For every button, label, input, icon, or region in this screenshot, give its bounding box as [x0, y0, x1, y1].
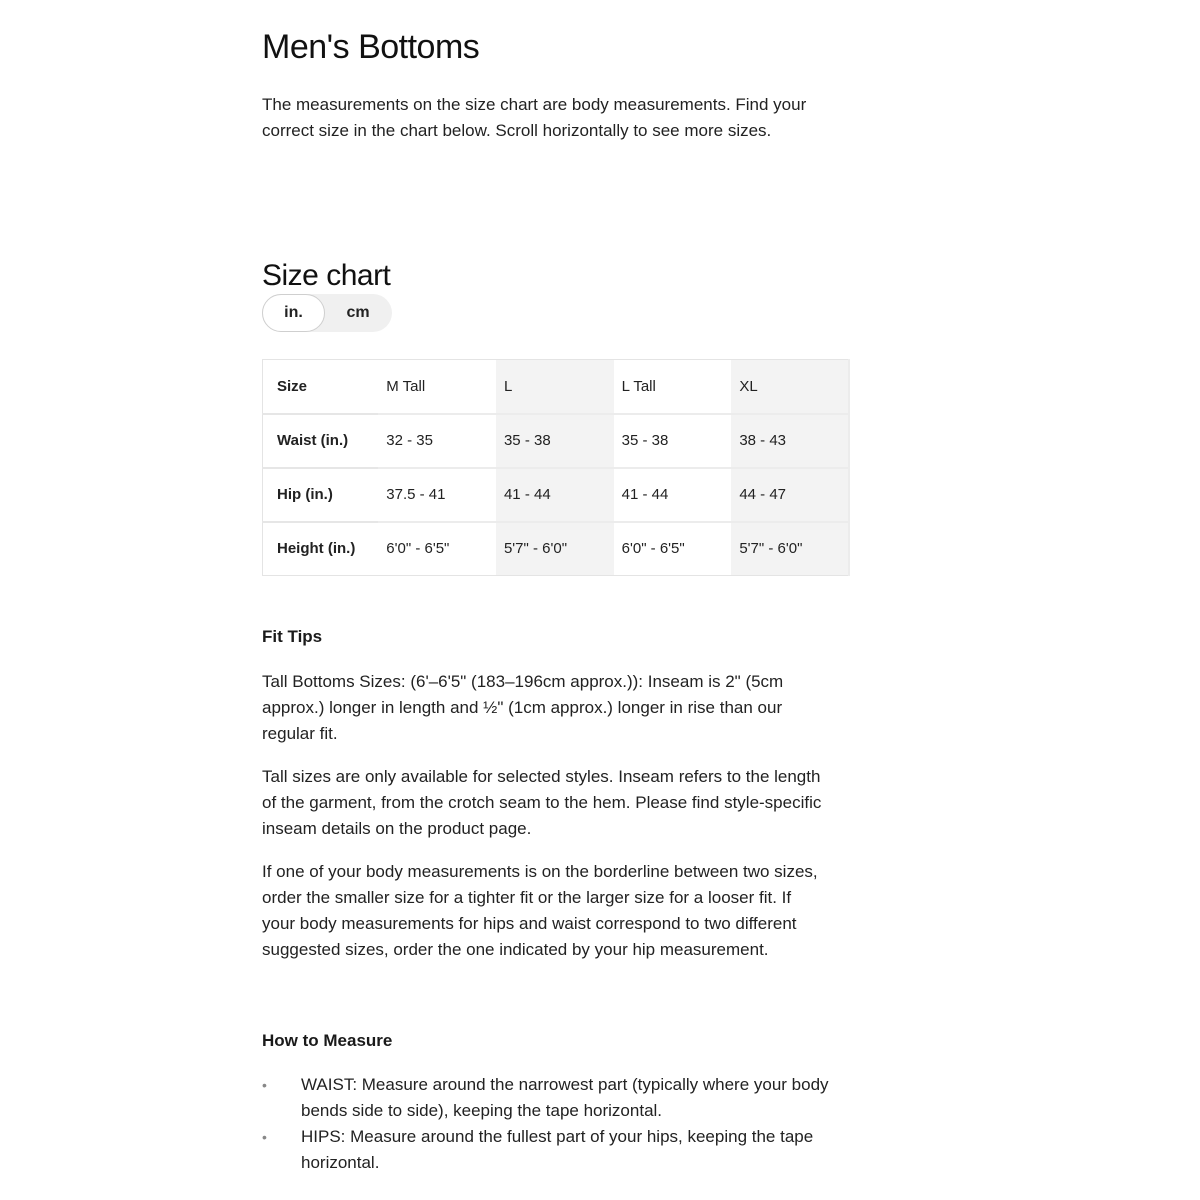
table-cell: 6'0" - 6'5": [614, 522, 732, 576]
list-item-text: HIPS: Measure around the fullest part of your hips, keeping the tape horizontal.: [301, 1127, 814, 1172]
table-cell: 6'0" - 6'5": [378, 522, 496, 576]
table-cell: XL: [731, 360, 849, 414]
measure-instructions-list: [262, 1072, 842, 1176]
table-cell: 5'7" - 6'0": [731, 522, 849, 576]
table-cell: L Tall: [614, 360, 732, 414]
fit-tip-paragraph: Tall Bottoms Sizes: (6'–6'5" (183–196cm approx.)): Inseam is 2" (5cm approx.) longer in length and ½" (1cm approx.) longer in rise than our regular fit.: [262, 672, 784, 743]
table-cell: 41 - 44: [614, 468, 732, 522]
table-cell: L: [496, 360, 614, 414]
table-row-waist: [263, 414, 850, 468]
bullet-icon: •: [262, 1077, 267, 1093]
row-header: Hip (in.): [263, 468, 379, 522]
table-row-size: [263, 360, 850, 414]
table-cell: 44 - 47: [731, 468, 849, 522]
table-cell: M Tall: [378, 360, 496, 414]
fit-tip-paragraph: Tall sizes are only available for selected styles. Inseam refers to the length of the garment, from the crotch seam to the hem. Please find style-specific inseam details on the product page.: [262, 767, 822, 838]
size-chart-title: Size chart: [262, 259, 391, 292]
intro-text: The measurements on the size chart are body measurements. Find your correct size in the chart below. Scroll horizontally to see more sizes.: [262, 95, 807, 140]
table-cell: 35 - 38: [496, 414, 614, 468]
table-cell: 5'7" - 6'0": [496, 522, 614, 576]
unit-cm-button[interactable]: cm: [346, 304, 370, 321]
list-item-text: WAIST: Measure around the narrowest part (typically where your body bends side to side), keeping the tape horizontal.: [301, 1075, 829, 1120]
row-header: Height (in.): [263, 522, 379, 576]
table-cell: 37.5 - 41: [378, 468, 496, 522]
list-item: [262, 1124, 842, 1176]
table-cell: 41 - 44: [496, 468, 614, 522]
list-item: [262, 1072, 842, 1124]
table-cell: 38 - 43: [731, 414, 849, 468]
row-header: Waist (in.): [263, 414, 379, 468]
table-cell: 35 - 38: [614, 414, 732, 468]
table-row-hip: [263, 468, 850, 522]
page-title: Men's Bottoms: [262, 28, 480, 66]
size-chart-table[interactable]: [262, 359, 850, 576]
row-header: Size: [263, 360, 379, 414]
fit-tips-heading: Fit Tips: [262, 627, 323, 646]
fit-tip-paragraph: If one of your body measurements is on the borderline between two sizes, order the smaller size for a tighter fit or the larger size for a looser fit. If your body measurements for hips and waist correspond to two different suggested sizes, order the one indicated by your hip measurement.: [262, 862, 818, 959]
table-cell: 32 - 35: [378, 414, 496, 468]
bullet-icon: •: [262, 1129, 267, 1145]
unit-toggle: [262, 294, 392, 332]
how-to-measure-heading: How to Measure: [262, 1031, 393, 1050]
table-row-height: [263, 522, 850, 576]
unit-inches-button[interactable]: in.: [262, 294, 325, 332]
